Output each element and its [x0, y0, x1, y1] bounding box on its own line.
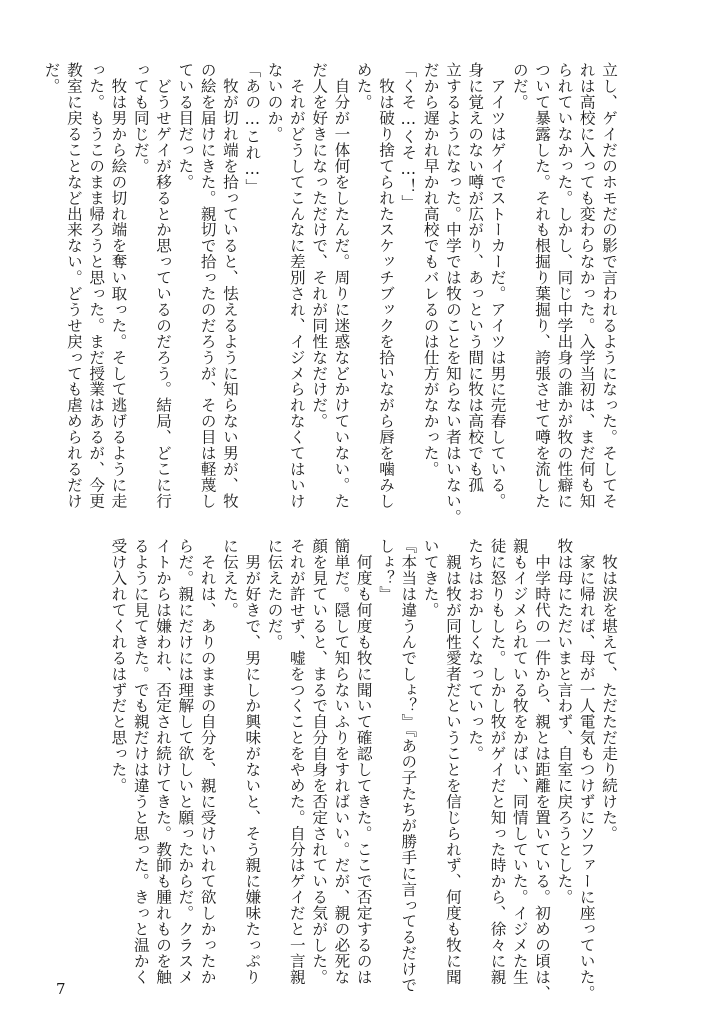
text-line: 牧は母にただいまと言わず、自室に戻ろうとした。 [555, 538, 574, 905]
text-line: 牧は破り捨てられたスケッチブックを拾いながら唇を噛みし [377, 62, 396, 509]
text-line: イトからは嫌われ、否定され続けてきた。教師も腫れものを触 [154, 538, 173, 985]
text-line: 教室に戻ることなど出来ない。どうせ戻っても虐められるだけ [64, 62, 83, 509]
text-line: それは、ありのままの自分を、親に受けいれて欲しかったか [198, 538, 217, 985]
text-line: アイツはゲイでストーカーだ。アイツは男に売春している。 [488, 62, 507, 509]
text-line: ている目だった。 [176, 62, 195, 190]
text-line: 簡単だ。隠して知らないふりをすればいい。だが、親の必死な [332, 538, 351, 985]
text-line: いてきた。 [421, 538, 440, 618]
text-line: った。もうこのまま帰ろうと思った。まだ授業はあるが、今更 [87, 62, 106, 509]
text-line: るように見てきた。でも親だけは違うと思った。きっと温かく [131, 538, 150, 985]
text-line: だから遅かれ早かれ高校でもバレるのは仕方がなかった。 [421, 62, 440, 477]
text-line: 男が好きで、男にしか興味がないと、そう親に嫌味たっぷり [243, 538, 262, 985]
text-line: 牧は涙を堪えて、ただただ走り続けた。 [600, 538, 618, 842]
text-line: たちはおかしくなっていった。 [466, 538, 485, 762]
text-line: だ人を好きになっただけで、それが同性なだけだ。 [310, 62, 329, 429]
text-line: 牧が切れ端を拾っていると、怯えるように知らない男が、牧 [220, 62, 239, 509]
text-line: ついて暴露した。それも根掘り葉掘り、誇張させて噂を流した [533, 62, 552, 509]
text-line: 「くそ…くそ…！」 [399, 62, 418, 211]
text-line: ないのか。 [265, 62, 284, 142]
text-line: 牧は男から絵の切れ端を奪い取った。そして逃げるように走 [109, 62, 128, 509]
text-line: の絵を届けにきた。親切で拾ったのだろうが、その目は軽蔑し [198, 62, 217, 509]
text-line: 立し、ゲイだのホモだの影で言われるようになった。そしてそ [600, 62, 618, 509]
text-line: 親もイジメられている牧をかばい、同情していた。イジメた生 [510, 538, 529, 985]
text-line: 自分が一体何をしたんだ。周りに迷惑などかけていない。た [332, 62, 351, 509]
text-line: られていなかった。しかし、同じ中学出身の誰かが牧の性癖に [555, 62, 574, 509]
text-line: らだ。親にだけには理解して欲しいと願ったからだ。クラスメ [176, 538, 195, 985]
text-line: 顔を見ていると、まるで自分自身を否定されている気がした。 [310, 538, 329, 985]
text-line: 親は牧が同性愛者だということを信じられず、何度も牧に聞 [443, 538, 462, 985]
text-line: めた。 [354, 62, 373, 110]
text-line: 立するようになった。中学では牧のことを知らない者はいない。 [443, 62, 462, 525]
text-line: っても同じだ。 [131, 62, 150, 174]
text-line: 身に覚えのない噂が広がり、あっという間に牧は高校でも孤 [466, 62, 485, 493]
upper-text-block [42, 62, 620, 525]
text-line: 徒に怒りもした。しかし牧がゲイだと知った時から、徐々に親 [488, 538, 507, 985]
text-line: だ。 [42, 62, 61, 94]
text-line: 中学時代の一件から、親とは距離を置いている。初めの頃は、 [533, 538, 552, 1001]
text-line: に伝えたのだ。 [265, 538, 284, 650]
text-line: 受け入れてくれるはずだと思った。 [109, 538, 128, 794]
text-line: それが許せず、嘘をつくことをやめた。自分はゲイだと一言親 [287, 538, 306, 985]
text-line: れは高校に入っても変わらなかった。入学当初は、まだ何も知 [577, 62, 596, 509]
page-number: 7 [56, 980, 66, 998]
text-line: 家に帰れば、母が一人電気もつけずにソファーに座っていた。 [577, 538, 596, 1001]
text-line: 『本当は違うんでしょ？』『あの子たちが勝手に言ってるだけで [399, 538, 418, 993]
text-line: どうせゲイが移るとか思っているのだろう。結局、どこに行 [154, 62, 173, 509]
text-line: それがどうしてこんなに差別され、イジメられなくてはいけ [287, 62, 306, 509]
text-line: しょ？』 [377, 538, 396, 602]
lower-text-block [100, 538, 620, 1001]
text-line: 何度も何度も牧に聞いて確認してきた。ここで否定するのは [354, 538, 373, 985]
text-line: 「あの…これ…」 [243, 62, 262, 195]
text-line: のだ。 [510, 62, 529, 110]
text-line: に伝えた。 [220, 538, 239, 618]
